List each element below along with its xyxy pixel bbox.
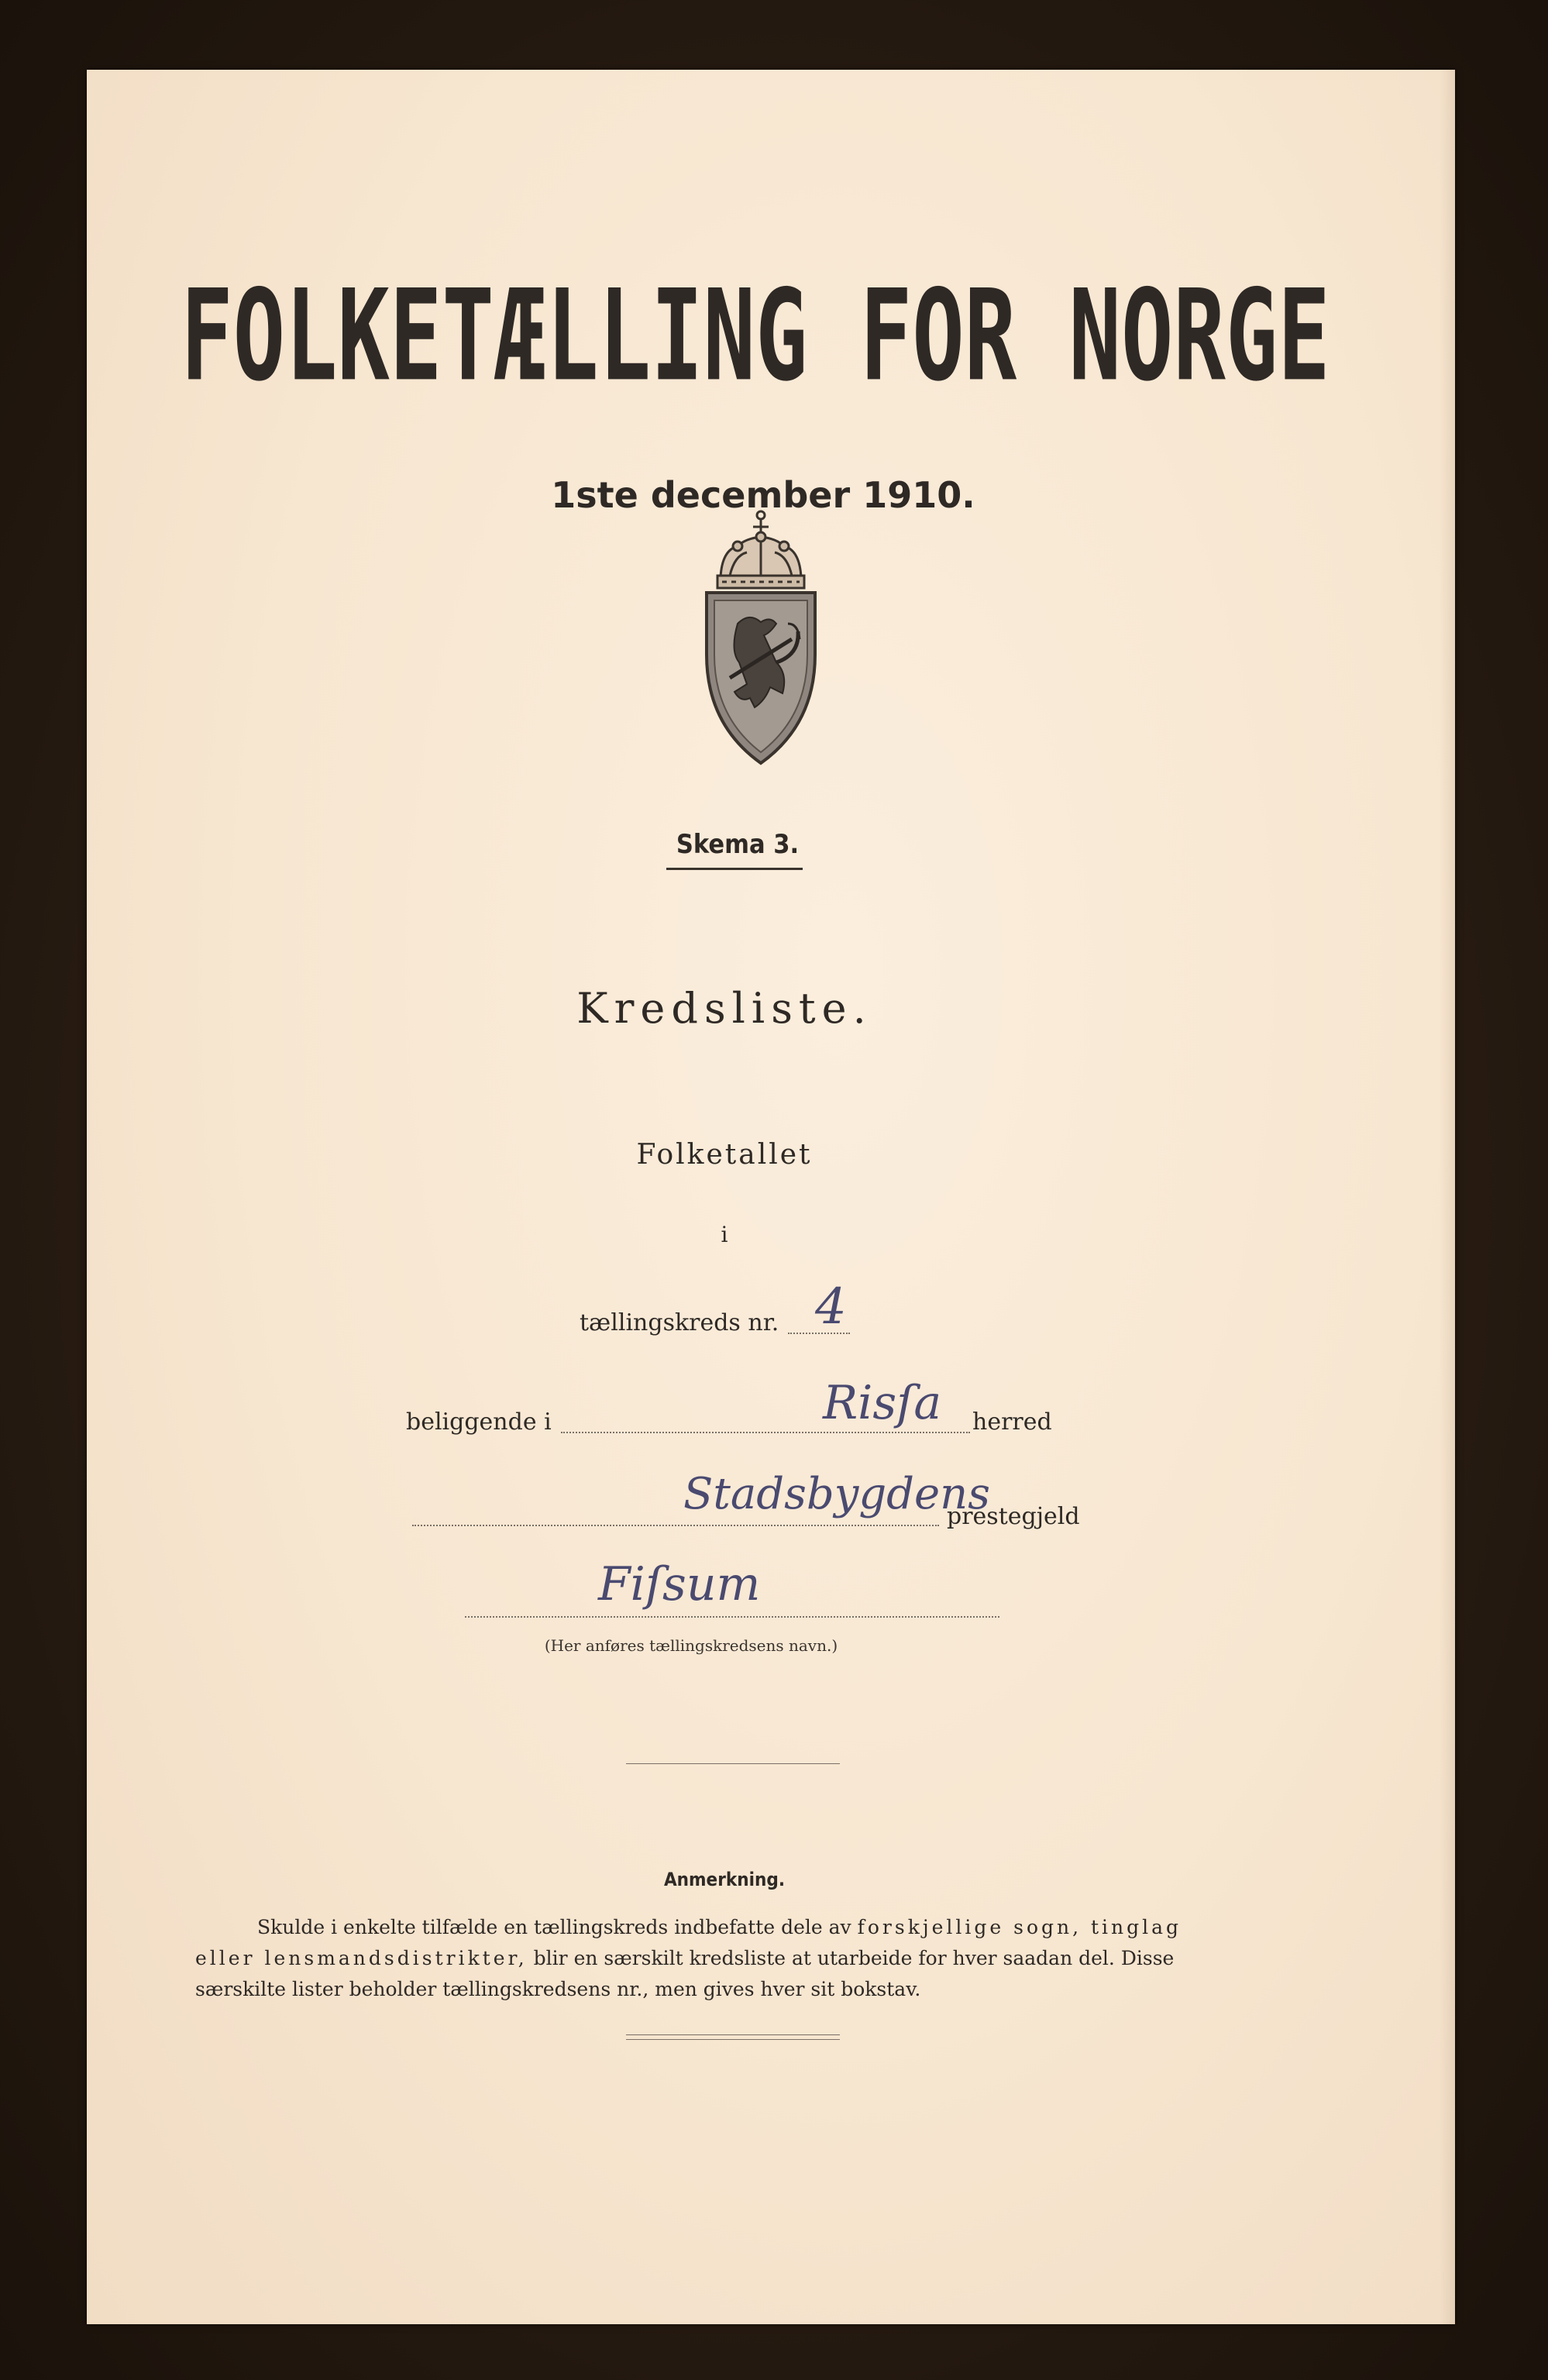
note-body (195, 1912, 1357, 2005)
norwegian-coat-of-arms-icon (683, 507, 838, 771)
note-title: Anmerkning. (663, 1869, 786, 1890)
schema-number: Skema 3. (676, 829, 800, 860)
district-name-value: Fiſsum (598, 1557, 761, 1611)
census-form-page (87, 70, 1455, 2324)
in-word: i (721, 1222, 728, 1247)
note-line-1-part-a: Skulde i enkelte tilfælde en tællingskreds indbefatte dele av (257, 1916, 851, 1938)
bottom-divider-top (626, 2034, 840, 2035)
district-name-caption: (Her anføres tællingskredsens navn.) (544, 1636, 838, 1655)
form-name: Kredsliste. (576, 984, 872, 1033)
note-line-1 (195, 1912, 1357, 1943)
district-number-value: 4 (815, 1278, 847, 1336)
page-edge-shadow (1440, 70, 1455, 2324)
located-label: beliggende i (406, 1408, 552, 1436)
section-divider (626, 1763, 840, 1764)
bottom-divider-bottom (626, 2039, 840, 2040)
note-line-2 (195, 1943, 1357, 1974)
note-line-3: særskilte lister beholder tællingskredsens nr., men gives hver sit bokstav. (195, 1978, 921, 2000)
note-line-1-part-b: forskjellige sogn, tinglag (857, 1916, 1182, 1938)
prestegjeld-line (412, 1525, 939, 1526)
census-date: 1ste december 1910. (551, 474, 975, 516)
document-title: FOLKETÆLLING FOR NORGE (181, 263, 1330, 410)
prestegjeld-label: prestegjeld (947, 1503, 1080, 1530)
note-line-2-part-a: eller lensmandsdistrikter, (195, 1947, 528, 1969)
district-number-label: tællingskreds nr. (580, 1309, 779, 1336)
schema-underline (666, 868, 803, 870)
herred-label: herred (972, 1408, 1052, 1436)
note-line-2-part-b: blir en særskilt kredsliste at utarbeide for hver saadan del. Disse (533, 1947, 1175, 1969)
district-name-line (465, 1616, 999, 1618)
prestegjeld-value: Stadsbygdens (683, 1469, 990, 1519)
herred-line (561, 1432, 970, 1433)
population-label: Folketallet (636, 1139, 813, 1171)
herred-value: Risſa (823, 1376, 942, 1430)
